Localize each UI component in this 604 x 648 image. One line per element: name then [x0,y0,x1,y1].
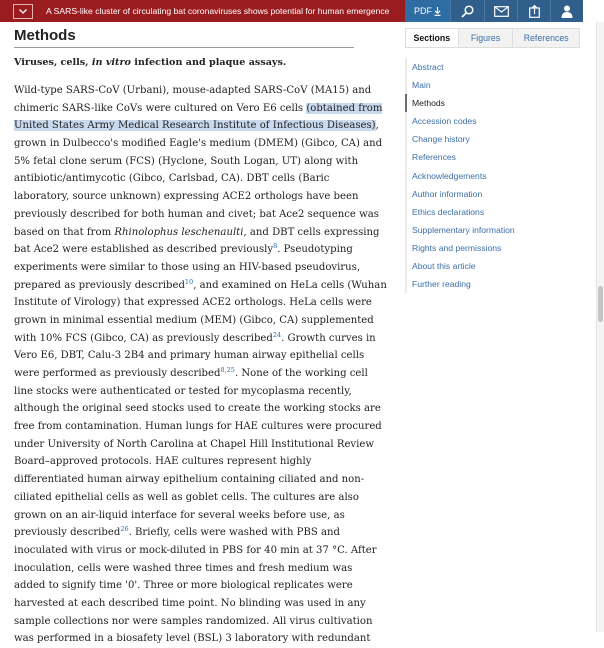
text-line: inoculated with virus or mock-diluted in PBS for 40 min at 37 °C. After [14,544,377,556]
text-line: although the original seed stocks used to create the working stocks are [14,403,381,415]
text-line: free from contamination. Human lungs for HAE cultures were procured [14,421,382,433]
user-button[interactable] [550,0,583,22]
text-line: under University of North Carolina at Chapel Hill Institutional Review [14,438,374,450]
email-icon [494,6,509,17]
nav-item-abstract[interactable]: Abstract [412,62,444,72]
nav-item-references[interactable]: References [412,152,456,163]
species-name: Rhinolophus leschenaulti [114,226,244,238]
tab-sections[interactable]: Sections [406,29,458,47]
text-line: 5% fetal clone serum (FCS) (Hyclone, South Logan, UT) along with [14,155,359,167]
highlighted-text: United States Army Medical Research Institute of Infectious Diseases) [14,120,376,132]
article-body [14,27,387,648]
tab-references[interactable]: References [512,29,579,47]
email-button[interactable] [484,0,517,22]
text-line: harvested at each described time point. No blinding was used in any [14,597,366,609]
user-icon [561,5,573,18]
text-span: . Growth curves in [281,332,376,344]
text-span: with 10% FCS (Gibco, CA) as previously described [14,332,273,344]
nav-item-accession-codes[interactable]: Accession codes [412,116,477,127]
subhead-text: Viruses, cells, [14,57,92,68]
methods-paragraph [14,82,387,648]
article-title: A SARS-like cluster of circulating bat coronaviruses shows potential for human emergence [46,6,390,16]
nav-item-change-history[interactable]: Change history [412,134,470,145]
text-span: chimeric SARS-like CoVs were cultured on Vero E6 cells [14,102,307,114]
search-button[interactable] [450,0,484,22]
text-line: grown on an air-liquid interface for several weeks before use, as [14,509,345,521]
citation-link[interactable]: 8,25 [220,366,235,374]
nav-tabs [405,28,580,48]
citation-link[interactable]: 24 [272,330,282,339]
text-line: inoculation, cells were washed three times and fresh medium was [14,562,353,574]
text-line: grown in minimal essential medium (MEM) (Gibco, CA) supplemented [14,314,374,326]
sections-list [405,58,580,293]
top-bar [0,0,604,22]
search-icon [461,5,474,18]
article-title-bar [0,0,405,22]
citation-link[interactable]: 26 [120,525,129,534]
text-line: Wild-type SARS-CoV (Urbani), mouse-adapted SARS-CoV (MA15) and [14,85,372,96]
pdf-download-button[interactable] [405,0,450,22]
nav-item-supplementary-information[interactable]: Supplementary information [412,224,515,235]
text-line: antibiotic/antimycotic (Gibco, Carlsbad, CA). DBT cells (Baric [14,173,330,185]
text-line [14,330,376,348]
scrollbar[interactable] [596,22,604,632]
text-line [14,117,379,135]
highlighted-text: (obtained from [306,102,383,114]
article-navigation [405,28,580,293]
text-line: line stocks were authenticated or tested for mycoplasma recently, [14,385,352,397]
nav-item-author-information[interactable]: Author information [412,188,483,199]
nav-item-rights-and-permissions[interactable]: Rights and permissions [412,242,502,253]
subhead-italic: in vitro [91,57,131,68]
pdf-label: PDF [414,6,432,16]
scrollbar-thumb[interactable] [598,286,603,322]
download-icon [434,7,441,16]
chevron-down-icon[interactable] [13,4,33,19]
text-line [14,100,383,118]
nav-item-further-reading[interactable]: Further reading [412,279,471,290]
text-line: experiments were similar to those using an HIV-based pseudovirus, [14,261,361,273]
text-line: sample collections nor were samples randomized. All virus cultivation [14,615,373,627]
text-span: based on that from [14,226,115,238]
text-span: previously described [14,527,121,539]
text-line [14,365,368,383]
text-span: . None of the working cell [234,368,368,379]
text-line: ciliated epithelial cells as well as goblet cells. The cultures are also [14,491,359,503]
tab-figures[interactable]: Figures [458,29,513,47]
subsection-heading [14,57,366,71]
citation-link[interactable]: 8 [273,242,278,251]
text-span: were performed as previously described [14,368,221,379]
nav-item-ethics-declarations[interactable]: Ethics declarations [412,206,485,217]
text-line: differentiated human airway epithelium containing ciliated and non- [14,474,365,486]
text-line: added to signify time '0'. Three or more biological replicates were [14,580,353,592]
nav-item-methods[interactable]: Methods [405,94,580,112]
text-line: Institute of Virology) that expressed ACE2 orthologs. HeLa cells were [14,297,372,309]
text-line: previously described for both human and civet; bat Ace2 sequence was [14,208,379,220]
share-button[interactable] [517,0,550,22]
text-line: grown in Dulbecco's modified Eagle's medium (DMEM) (Gibco, CA) and [14,138,383,150]
text-line [14,277,387,295]
text-span: bat Ace2 were established as described previously [14,244,274,256]
text-span: prepared as previously described [14,279,185,291]
subhead-text-end: infection and plaque assays. [130,57,287,68]
section-title: Methods [14,27,76,44]
text-span: , [375,120,379,132]
text-line [14,224,380,242]
text-line [14,524,359,542]
nav-item-acknowledgements[interactable]: Acknowledgements [412,170,487,181]
text-span: . Briefly, cells were washed with PBS and [128,527,340,539]
text-span: , and DBT cells expressing [243,226,380,238]
text-span: , and examined on HeLa cells (Wuhan [193,279,387,291]
text-line: was performed in a biosafety level (BSL) 3 laboratory with redundant [14,633,371,645]
text-line: Board–approved protocols. HAE cultures represent highly [14,456,312,468]
section-divider [14,47,354,48]
share-icon [529,5,540,18]
text-line: laboratory, source unknown) expressing ACE2 orthologs have been [14,191,359,203]
text-line [14,241,359,259]
text-span: . Pseudotyping [277,244,353,256]
citation-link[interactable]: 10 [184,277,194,286]
nav-item-main[interactable]: Main [412,80,431,91]
nav-item-about-this-article[interactable]: About this article [412,261,476,272]
text-line: Vero E6, DBT, Calu-3 2B4 and primary human airway epithelial cells [14,350,365,362]
